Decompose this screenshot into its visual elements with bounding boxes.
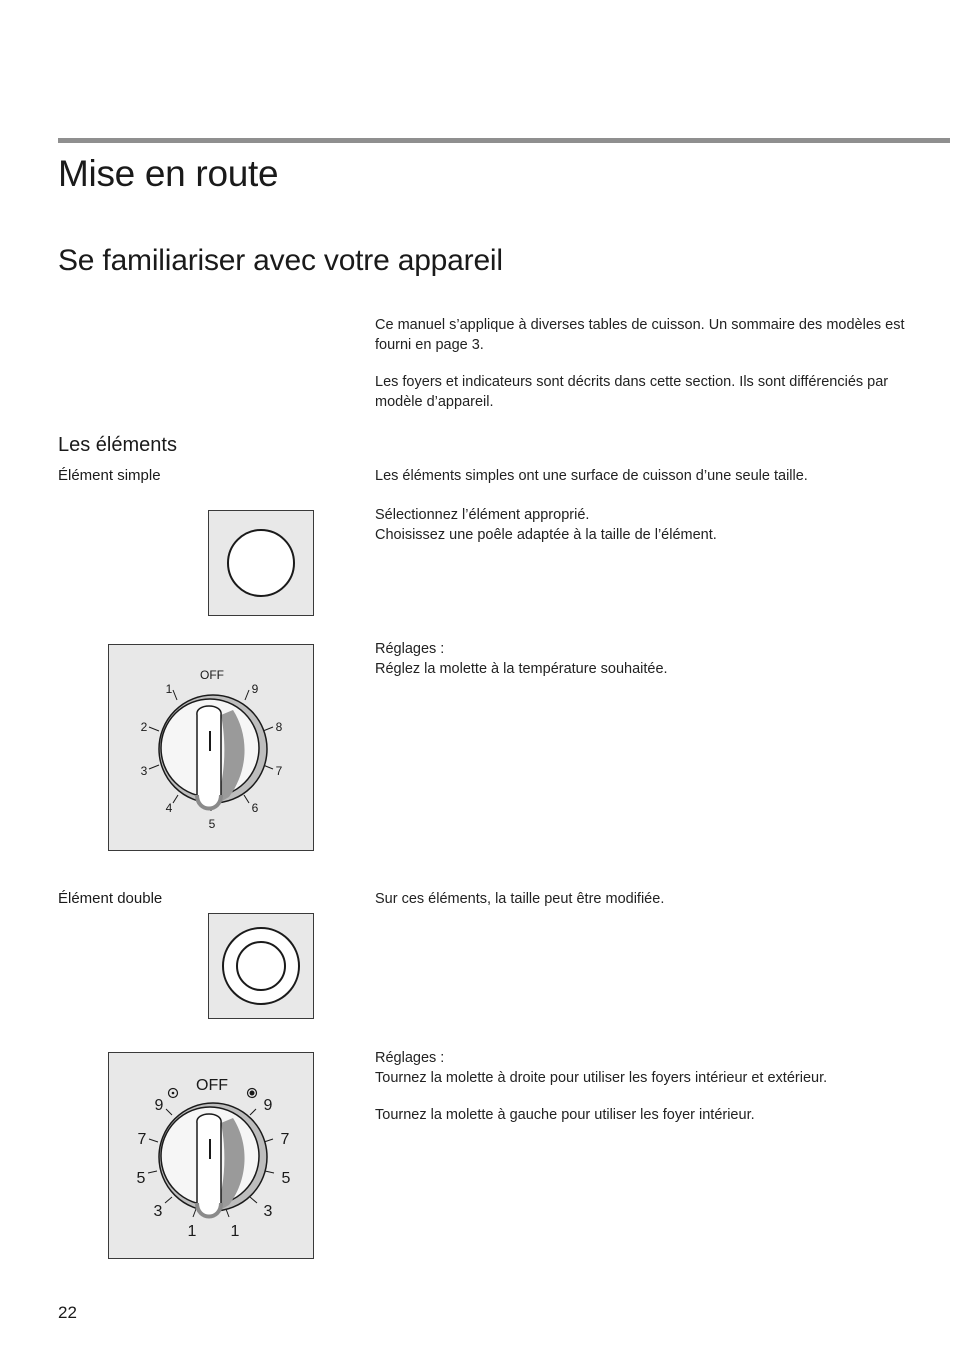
instruction-line: Sélectionnez l’élément approprié. [375, 507, 590, 523]
simple-element-instructions [375, 506, 717, 545]
knob-off-label: OFF [196, 1077, 228, 1094]
knob-scale-right: 9 [263, 1097, 273, 1114]
simple-element-description: Les éléments simples ont une surface de cuisson d’une seule taille. [375, 468, 808, 484]
double-element-settings [375, 1049, 827, 1088]
page-number: 22 [58, 1303, 77, 1322]
knob-scale-right: 3 [263, 1203, 273, 1220]
knob-scale-left: 3 [153, 1203, 163, 1220]
knob-scale-left: 9 [154, 1097, 164, 1114]
simple-knob-diagram [108, 644, 314, 851]
knob-scale-number: 1 [165, 682, 173, 696]
simple-element-label: Élément simple [58, 467, 161, 484]
intro-line: Ce manuel s’applique à diverses tables de cuisson. Un sommaire des modèles est [375, 317, 905, 333]
knob-scale-left: 7 [137, 1131, 147, 1148]
settings-line: Réglez la molette à la température souhaitée. [375, 660, 668, 677]
dual-zone-icon [209, 914, 313, 1018]
double-knob-diagram [108, 1052, 314, 1259]
knob-scale-number: 3 [140, 764, 148, 778]
knob-scale-right: 7 [280, 1131, 290, 1148]
double-element-diagram [208, 913, 314, 1019]
knob-scale-number: 7 [275, 764, 283, 778]
knob-scale-left: 1 [187, 1223, 197, 1240]
simple-element-diagram [208, 510, 314, 616]
instruction-line: Choisissez une poêle adaptée à la taille de l’élément. [375, 526, 717, 543]
knob-scale-number: 8 [275, 720, 283, 734]
double-element-label: Élément double [58, 890, 163, 907]
settings-line: Réglages : [375, 1050, 445, 1066]
elements-heading: Les éléments [58, 434, 177, 456]
knob-scale-number: 4 [165, 801, 173, 815]
intro-line: fourni en page 3. [375, 336, 484, 353]
knob-scale-number: 2 [140, 720, 148, 734]
intro-line: modèle d’appareil. [375, 393, 494, 410]
knob-scale-number: 9 [251, 682, 259, 696]
settings-line: Réglages : [375, 641, 445, 657]
intro-paragraph-2 [375, 373, 888, 412]
section-title: Se familiariser avec votre appareil [58, 244, 503, 277]
knob-off-label: OFF [200, 668, 224, 682]
intro-line: Les foyers et indicateurs sont décrits dans cette section. Ils sont différenciés par [375, 374, 889, 390]
simple-element-settings [375, 640, 668, 679]
knob-scale-number: 5 [208, 817, 216, 831]
double-element-settings-extra: Tournez la molette à gauche pour utiliser les foyer intérieur. [375, 1107, 755, 1123]
intro-paragraph-1 [375, 316, 905, 355]
dual-knob-icon [109, 1053, 313, 1258]
knob-scale-right: 5 [281, 1170, 291, 1187]
double-element-description: Sur ces éléments, la taille peut être modifiée. [375, 891, 665, 907]
single-zone-icon [209, 511, 313, 615]
knob-scale-right: 1 [230, 1223, 240, 1240]
page-title: Mise en route [58, 153, 279, 194]
single-knob-icon [109, 645, 313, 850]
knob-scale-left: 5 [136, 1170, 146, 1187]
settings-line: Tournez la molette à droite pour utiliser les foyers intérieur et extérieur. [375, 1069, 828, 1086]
header-rule [58, 138, 950, 143]
knob-scale-number: 6 [251, 801, 259, 815]
